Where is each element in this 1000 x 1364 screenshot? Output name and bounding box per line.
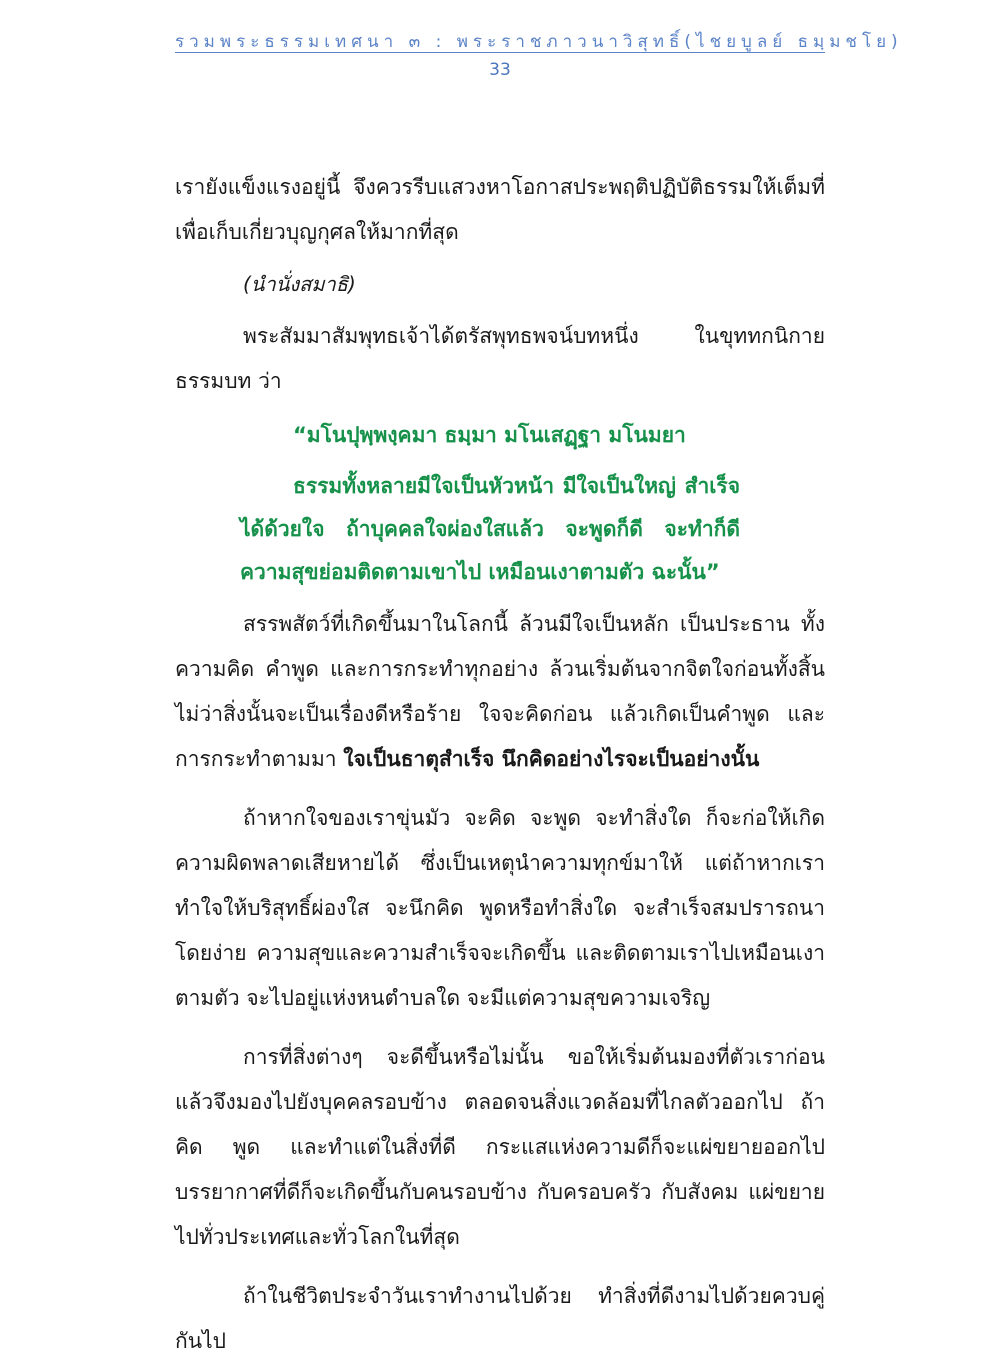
paragraph-4: ถ้าหากใจของเราขุ่นมัว จะคิด จะพูด จะทำสิ่งใด ก็จะก่อให้เกิดความผิดพลาดเสียหายได้ ซึ่งเป็นเหตุนำความทุกข์มาให้ แต่ถ้าหากเราทำใจให้บริสุทธิ์ผ่องใส จะนึกคิด พูดหรือทำสิ่งใด จะสำเร็จสมปรารถนาโดยง่าย ความสุขและความสำเร็จจะเกิดขึ้น และติดตามเราไปเหมือนเงาตามตัว จะไปอยู่แห่งหนตำบลใด จะมีแต่ความสุขความเจริญ bbox=[175, 806, 825, 1010]
paragraph-3-text: สรรพสัตว์ที่เกิดขึ้นมาในโลกนี้ ล้วนมีใจเป็นหลัก เป็นประธาน ทั้งความคิด คำพูด และการกระทำทุกอย่าง ล้วนเริ่มต้นจากจิตใจก่อนทั้งสิ้น ไม่ว่าสิ่งนั้นจะเป็นเรื่องดีหรือร้าย ใจจะคิดก่อน แล้วเกิดเป็นคำพูด และการกระทำตามมา bbox=[175, 612, 825, 771]
verse-thai: ธรรมทั้งหลายมีใจเป็นหัวหน้า มีใจเป็นใหญ่ สำเร็จได้ด้วยใจ ถ้าบุคคลใจผ่องใสแล้ว จะพูดก็ดี จะทำก็ดี ความสุขย่อมติดตามเขาไป เหมือนเงาตามตัว ฉะนั้น” bbox=[240, 474, 740, 584]
paragraph-3 bbox=[175, 602, 825, 782]
paragraph-2: พระสัมมาสัมพุทธเจ้าได้ตรัสพุทธพจน์บทหนึ่ง ในขุททกนิกาย ธรรมบท ว่า bbox=[175, 324, 825, 393]
body-text bbox=[175, 165, 825, 1364]
paragraph-6: ถ้าในชีวิตประจำวันเราทำงานไปด้วย ทำสิ่งที่ดีงามไปด้วยควบคู่กันไป bbox=[175, 1284, 825, 1353]
verse-pali: “มโนปุพฺพงฺคมา ธมฺมา มโนเสฏฺฐา มโนมยา bbox=[293, 423, 686, 447]
paragraph-1: เรายังแข็งแรงอยู่นี้ จึงควรรีบแสวงหาโอกาสประพฤติปฏิบัติธรรมให้เต็มที่ เพื่อเก็บเกี่ยวบุญกุศลให้มากที่สุด bbox=[175, 175, 825, 244]
paragraph-3-emphasis: ใจเป็นธาตุสำเร็จ นึกคิดอย่างไรจะเป็นอย่างนั้น bbox=[343, 747, 760, 771]
running-header: รวมพระธรรมเทศนา ๓ : พระราชภาวนาวิสุทธิ์(ไชยบูลย์ ธมฺมชโย) bbox=[175, 32, 903, 52]
header-rule bbox=[175, 52, 825, 53]
paragraph-5: การที่สิ่งต่างๆ จะดีขึ้นหรือไม่นั้น ขอให้เริ่มต้นมองที่ตัวเราก่อน แล้วจึงมองไปยังบุคคลรอบข้าง ตลอดจนสิ่งแวดล้อมที่ไกลตัวออกไป ถ้าคิด พูด และทำแต่ในสิ่งที่ดี กระแสแห่งความดีก็จะแผ่ขยายออกไป บรรยากาศที่ดีก็จะเกิดขึ้นกับคนรอบข้าง กับครอบครัว กับสังคม แผ่ขยายไปทั่วประเทศและทั่วโลกในที่สุด bbox=[175, 1045, 825, 1249]
meditation-note: (นำนั่งสมาธิ) bbox=[243, 272, 356, 296]
page-number: 33 bbox=[489, 60, 511, 80]
